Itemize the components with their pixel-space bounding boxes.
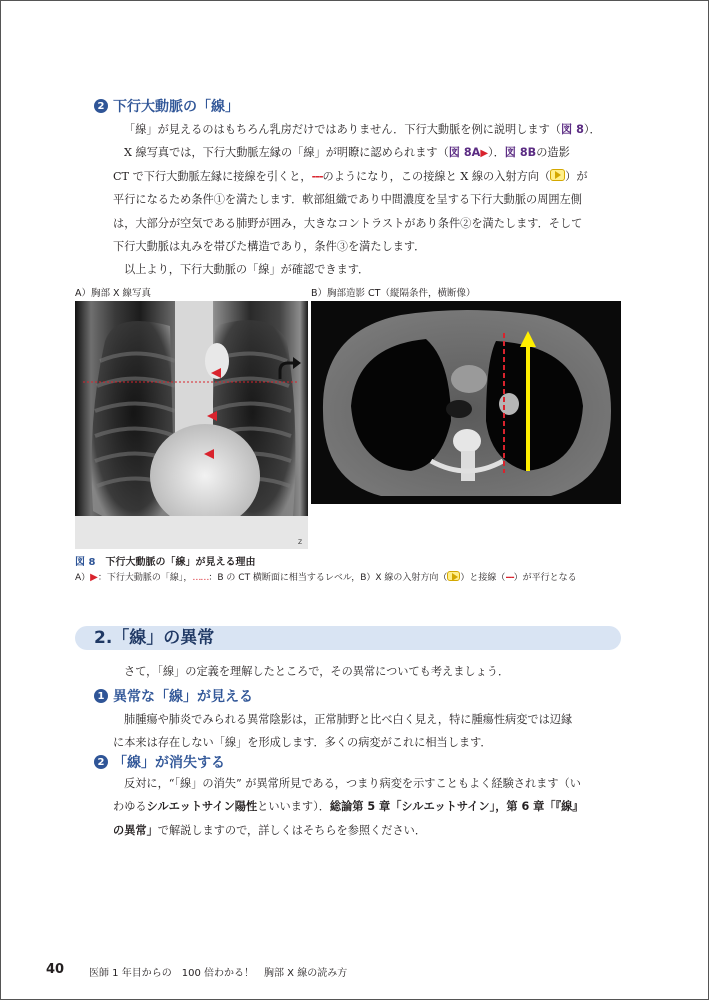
- red-triangle-icon: ▶: [90, 572, 98, 583]
- text: 「線」が見えるのはもちろん乳房だけではありません．下行大動脈を例に説明します（: [124, 123, 561, 136]
- text-line: [113, 819, 621, 842]
- text-line: 以上より，下行大動脈の「線」が確認できます．: [124, 263, 370, 277]
- text-line: 下行大動脈は丸みを帯びた構造であり，条件③を満たします．: [113, 239, 426, 253]
- figure-number: 図 8: [75, 557, 96, 568]
- bold-term: シルエットサイン陽性: [146, 800, 258, 814]
- red-triangle-icon: ▶: [480, 148, 489, 160]
- subsection-heading-descending-aorta: [94, 96, 239, 116]
- text: ）．: [583, 123, 601, 136]
- red-dashed-line-icon: ---: [311, 168, 323, 183]
- xray-corner-mark: Z: [298, 539, 303, 546]
- text-line: は，大部分が空気である肺野が囲み，大きなコントラストがあり条件②を満たします．そして: [113, 216, 583, 230]
- heading-text: 「線」が消失する: [113, 755, 225, 771]
- text: といいます）．: [257, 800, 330, 814]
- heading-text: 異常な「線」が見える: [113, 689, 253, 705]
- text: A）: [75, 573, 91, 583]
- text-line: 反対に，“「線」の消失” が異常所見である，つまり病変を示すこともよく経験されます（い: [124, 777, 581, 790]
- text-line: 平行になるため条件①を満たします．軟部組織であり中間濃度を呈する下行大動脈の周囲左側: [113, 193, 582, 207]
- heading-text: 下行大動脈の「線」: [113, 99, 239, 115]
- sub2-paragraph: [113, 772, 621, 842]
- text-line: さて，「線」の定義を理解したところで，その異常についても考えましょう．: [124, 665, 510, 678]
- text-line: [113, 118, 621, 141]
- chest-ct-image: [311, 301, 621, 504]
- yellow-arrow-icon: [447, 571, 460, 581]
- yellow-arrow-icon: [550, 169, 565, 181]
- red-dotted-line-icon: ……: [192, 573, 209, 583]
- text: ）と接線（: [460, 573, 506, 583]
- section-title: 2.「線」の異常: [94, 628, 215, 648]
- text: の造影: [536, 146, 570, 160]
- section2-intro: [113, 660, 621, 683]
- figure-reference[interactable]: 図 8: [561, 123, 584, 136]
- number-badge: 1: [94, 689, 108, 703]
- text: のようになり，この接線と X 線の入射方向（: [322, 169, 551, 183]
- subsection-heading-line-disappears: [94, 752, 225, 772]
- text: ）．: [488, 146, 505, 160]
- text: で解説しますので，詳しくはそちらを参照ください．: [157, 823, 427, 837]
- figure-reference[interactable]: 図 8A: [448, 146, 481, 160]
- text-line: に本来は存在しない「線」を形成します．多くの病変がこれに相当します．: [113, 736, 492, 750]
- caption-title-text: 下行大動脈の「線」が見える理由: [105, 557, 256, 568]
- number-badge: 2: [94, 755, 108, 769]
- red-dashed-line-icon: ---: [505, 573, 514, 583]
- figure-caption-title: [75, 553, 255, 568]
- text: ：B の CT 横断面に相当するレベル，B）X 線の入射方向（: [208, 573, 448, 583]
- text-line: [113, 795, 621, 818]
- sub1-paragraph: [113, 708, 621, 755]
- section1-paragraph: [113, 118, 621, 282]
- text: X 線写真では，下行大動脈左縁の「線」が明瞭に認められます（: [124, 146, 449, 160]
- text: CT で下行大動脈左縁に接線を引くと，: [113, 169, 312, 183]
- text: わゆる: [113, 800, 147, 814]
- running-footer: 医師 1 年目からの 100 倍わかる！ 胸部 X 線の読み方: [89, 968, 348, 979]
- text: ）が平行となる: [513, 573, 577, 583]
- figure-reference[interactable]: 図 8B: [504, 146, 537, 160]
- text: ：下行大動脈の「線」，: [97, 573, 193, 583]
- text: ）が: [565, 169, 588, 183]
- text-line: [113, 165, 621, 188]
- chapter-reference[interactable]: の異常」: [113, 823, 158, 837]
- chest-xray-image: [75, 301, 308, 549]
- number-badge: 2: [94, 99, 108, 113]
- text-line: [113, 141, 621, 164]
- chapter-reference[interactable]: 総論第 5 章「シルエットサイン」，第 6 章「『線』: [329, 800, 584, 814]
- panel-a-label: A）胸部 X 線写真: [75, 288, 152, 299]
- panel-b-label: B）胸部造影 CT（縦隔条件，横断像）: [311, 288, 476, 299]
- subsection-heading-abnormal-line: [94, 686, 253, 706]
- text-line: 肺腫瘍や肺炎でみられる異常陰影は，正常肺野と比べ白く見え，特に腫瘍性病変では辺縁: [124, 713, 573, 726]
- figure-caption-body: [75, 570, 577, 583]
- page-number: 40: [46, 962, 65, 977]
